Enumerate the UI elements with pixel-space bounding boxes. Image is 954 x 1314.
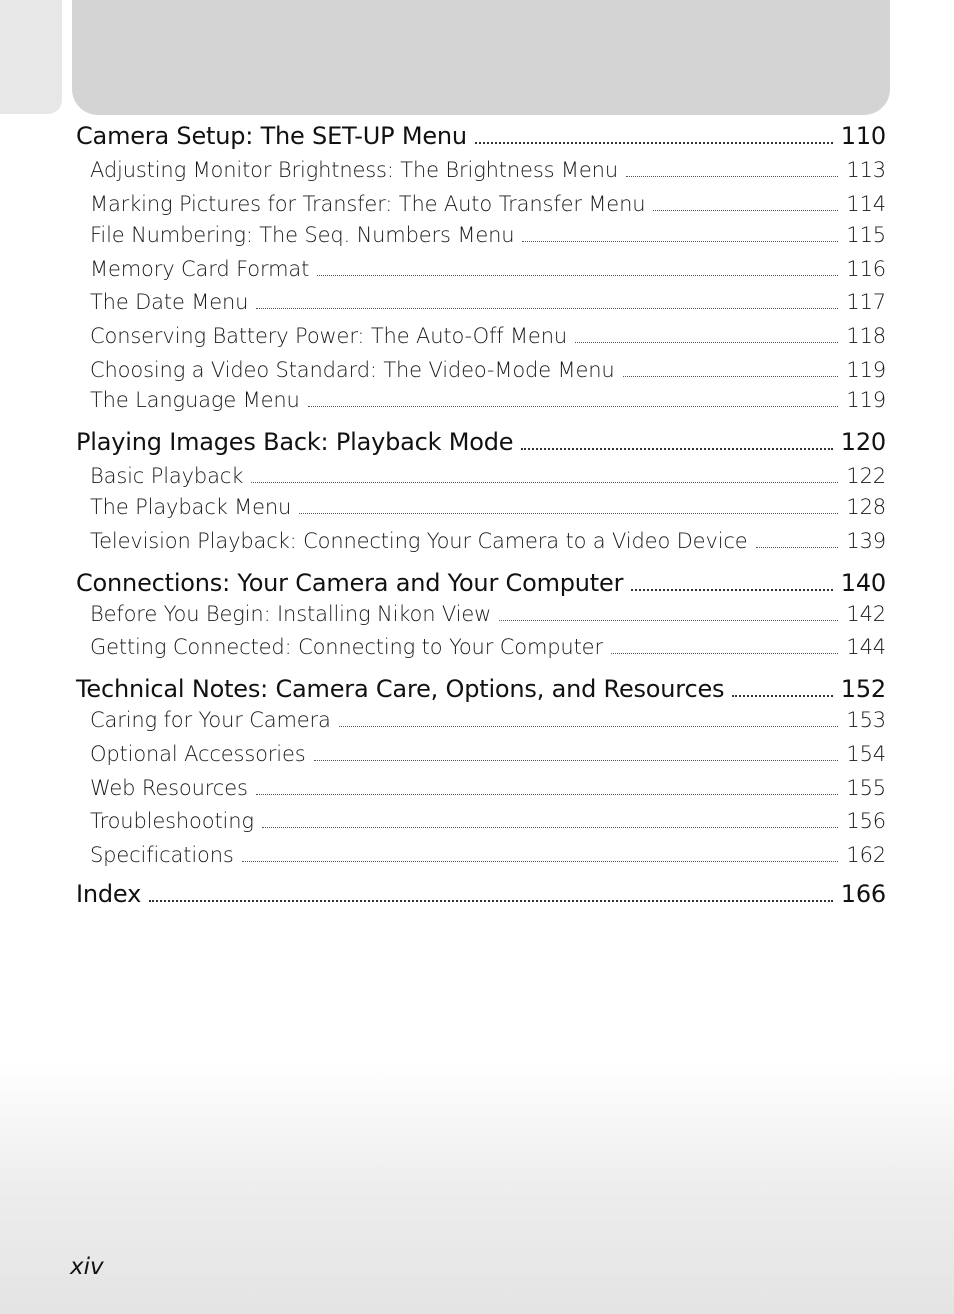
toc-entry-caring-for-camera[interactable]	[90, 708, 886, 732]
toc-entry-playback-menu[interactable]	[90, 495, 886, 519]
toc-entry-playback-mode[interactable]	[76, 428, 886, 456]
toc-entry-connections[interactable]	[76, 569, 886, 597]
dot-leader	[256, 308, 838, 309]
toc-entry-date-menu[interactable]	[90, 290, 886, 314]
toc-entry-page: 110	[840, 122, 886, 150]
dot-leader	[256, 794, 839, 795]
toc-entry-index[interactable]	[76, 880, 886, 908]
toc-entry-auto-transfer-menu[interactable]	[90, 192, 886, 216]
toc-entry-page: 152	[840, 675, 886, 703]
toc-entry-optional-accessories[interactable]	[90, 742, 886, 766]
dot-leader	[299, 513, 838, 514]
dot-leader	[623, 376, 839, 377]
page-number: xiv	[70, 1254, 104, 1280]
toc-entry-title: Caring for Your Camera	[90, 708, 331, 732]
toc-entry-video-mode-menu[interactable]	[90, 358, 886, 382]
toc-entry-camera-setup[interactable]	[76, 122, 886, 150]
dot-leader	[653, 210, 838, 211]
toc-entry-getting-connected[interactable]	[90, 635, 886, 659]
toc-entry-page: 153	[846, 708, 886, 732]
dot-leader	[499, 620, 838, 621]
toc-entry-page: 128	[846, 495, 886, 519]
dot-leader	[575, 342, 838, 343]
toc-entry-title: The Playback Menu	[90, 495, 292, 519]
toc-entry-page: 116	[846, 257, 886, 281]
dot-leader	[308, 406, 839, 407]
toc-entry-page: 113	[846, 158, 886, 182]
toc-entry-web-resources[interactable]	[90, 776, 886, 800]
toc-entry-title: Specifications	[90, 843, 234, 867]
toc-entry-memory-card-format[interactable]	[90, 257, 886, 281]
dot-leader	[317, 275, 838, 276]
toc-entry-page: 142	[846, 602, 886, 626]
dot-leader	[732, 695, 832, 697]
dot-leader	[611, 653, 838, 654]
toc-entry-page: 155	[846, 776, 886, 800]
toc-entry-page: 140	[840, 569, 886, 597]
dot-leader	[522, 241, 838, 242]
toc-entry-page: 166	[840, 880, 886, 908]
toc-entry-page: 119	[846, 388, 886, 412]
dot-leader	[242, 861, 839, 862]
toc-entry-technical-notes[interactable]	[76, 675, 886, 703]
toc-entry-brightness-menu[interactable]	[90, 158, 886, 182]
toc-entry-page: 139	[846, 529, 886, 553]
toc-entry-title: Camera Setup: The SET-UP Menu	[76, 122, 467, 150]
toc-entry-title: Choosing a Video Standard: The Video-Mode Menu	[90, 358, 615, 382]
toc-entry-television-playback[interactable]	[90, 529, 886, 553]
toc-entry-title: Technical Notes: Camera Care, Options, and Resources	[76, 675, 725, 703]
toc-entry-title: Adjusting Monitor Brightness: The Brightness Menu	[90, 158, 618, 182]
toc-entry-title: Before You Begin: Installing Nikon View	[90, 602, 492, 626]
toc-entry-page: 144	[846, 635, 886, 659]
toc-entry-title: File Numbering: The Seq. Numbers Menu	[90, 223, 515, 247]
toc-entry-installing-nikon-view[interactable]	[90, 602, 886, 626]
toc-entry-auto-off-menu[interactable]	[90, 324, 886, 348]
dot-leader	[149, 900, 833, 902]
dot-leader	[475, 142, 833, 144]
toc-entry-title: The Language Menu	[90, 388, 300, 412]
toc-entry-page: 120	[840, 428, 886, 456]
dot-leader	[262, 827, 839, 828]
toc-entry-language-menu[interactable]	[90, 388, 886, 412]
dot-leader	[339, 726, 839, 727]
toc-entry-title: Memory Card Format	[90, 257, 310, 281]
toc-entry-title: Basic Playback	[90, 464, 244, 488]
toc-entry-page: 162	[846, 843, 886, 867]
toc-entry-page: 154	[846, 742, 886, 766]
dot-leader	[314, 760, 839, 761]
toc-entry-title: Getting Connected: Connecting to Your Computer	[90, 635, 603, 659]
toc-entry-title: Web Resources	[90, 776, 248, 800]
dot-leader	[631, 589, 833, 591]
toc-entry-page: 156	[846, 809, 886, 833]
toc-entry-page: 118	[846, 324, 886, 348]
toc-entry-title: Playing Images Back: Playback Mode	[76, 428, 514, 456]
dot-leader	[521, 448, 832, 450]
toc-entry-troubleshooting[interactable]	[90, 809, 886, 833]
toc-entry-title: The Date Menu	[90, 290, 249, 314]
toc-entry-title: Troubleshooting	[90, 809, 254, 833]
toc-entry-page: 114	[846, 192, 886, 216]
toc-entry-title: Television Playback: Connecting Your Camera to a Video Device	[90, 529, 748, 553]
toc-entry-page: 115	[846, 223, 886, 247]
toc-entry-title: Marking Pictures for Transfer: The Auto Transfer Menu	[90, 192, 646, 216]
dot-leader	[756, 547, 839, 548]
toc-entry-title: Connections: Your Camera and Your Computer	[76, 569, 624, 597]
toc-entry-title: Conserving Battery Power: The Auto-Off Menu	[90, 324, 568, 348]
toc-entry-title: Optional Accessories	[90, 742, 306, 766]
toc-entry-title: Index	[76, 880, 142, 908]
toc-entry-page: 119	[846, 358, 886, 382]
toc-entry-specifications[interactable]	[90, 843, 886, 867]
toc-entry-page: 117	[846, 290, 886, 314]
toc-entry-page: 122	[846, 464, 886, 488]
toc-entry-seq-numbers-menu[interactable]	[90, 223, 886, 247]
dot-leader	[251, 482, 838, 483]
dot-leader	[626, 176, 838, 177]
toc-entry-basic-playback[interactable]	[90, 464, 886, 488]
